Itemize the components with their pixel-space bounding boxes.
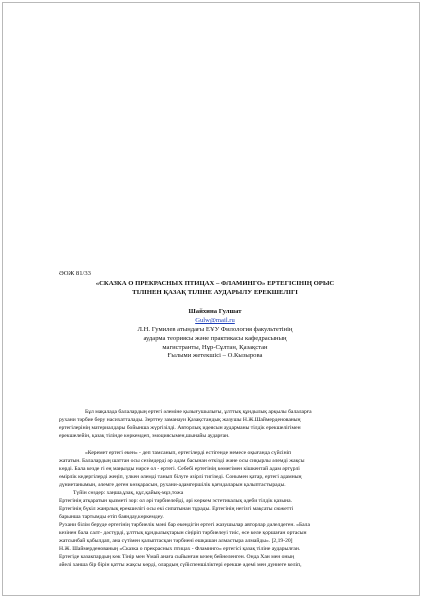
main-text-continued bbox=[59, 497, 371, 569]
text-line: Н.Ж. Шаймерденованың «Сказка о прекрасных птицах - Фламинго» ертегісі қазақ тіліне аударылған. bbox=[59, 546, 301, 552]
abstract-line: ертегілерінің материалдары бойынша жүргізілді. Авторлық идеясын аударманы тілдік ерекшелігімен bbox=[59, 425, 301, 431]
abstract-line: ерекшелейін, қазақ тілінде көркемдеп, эмоциясымен,шынайы аударған. bbox=[59, 433, 230, 439]
abstract-line: Бұл мақалада балалардың ертегі әлеміне қызығушылығы, ұлттық құндылық арқылы балаларға bbox=[85, 409, 312, 415]
article-title bbox=[65, 279, 365, 297]
affiliation-line: магистранты, Нұр-Сұлтан, Қазақстан bbox=[162, 343, 268, 351]
text-line: жататын. Балалардың шаттан осы сезімдерді әр адам басынан өткізді және осы сиқырлы әлемді жақсы bbox=[59, 458, 305, 464]
author-email-link[interactable]: Gulw@mail.ru bbox=[195, 317, 235, 324]
text-line: әйелі ханша бір бірін қатты жақсы көрді, олардың сүйіспеншіліктері ерекше әдемі мен дүниеге келіп, bbox=[59, 562, 302, 568]
affiliation-line: Л.Н. Гумилев атындағы ЕҰУ Филология факультетінің bbox=[137, 326, 293, 333]
text-line: дүниетанымын, әлемге деген көзқарасын, рухани-адамгершілік қағидаларын қалыптастырады. bbox=[59, 482, 286, 488]
text-line: өмірлік кедергілерді жеңіп, үлкен әлемді танып білуге әзірлі тигізеді. Сонымен қатар, ертегі адамның bbox=[59, 474, 302, 480]
article-title-line: ТІЛІНЕН ҚАЗАҚ ТІЛІНЕ АУДАРЫЛУ ЕРЕКШЕЛІГІ bbox=[132, 289, 298, 296]
text-line: Рухани білім беруде ертегінің тәрбиелік мәні бар екендігін ертегі жазушылар авторлар дәлелдеген. «Бала bbox=[59, 522, 310, 528]
keywords: Түйін сөздер: хаңша,ұзақ, құс,қайық-мұз,тожа bbox=[73, 490, 184, 496]
text-line: Ертегінің атқаратын қызметі зор: ол әрі тәрбиелейді, әрі көркем эстетикалық әдеби тілдік қазына. bbox=[59, 498, 292, 504]
supervisor-line: Ғылыми жетекшісі – О.Кызырова bbox=[167, 352, 263, 360]
text-line: «Керемет ертегі екен» - деп тамсанып, ертегілерді естігенде немесе оқығанда сүйсініп bbox=[85, 450, 292, 456]
affiliation-line: аударма теориясы және практикасы кафедрасының bbox=[143, 334, 287, 342]
text-line: көрді. Бала кезде гі ең маңызды нәрсе ол - ертегі. Себебі ертегінің көмегімен кішкентай адам әртүрлі bbox=[59, 466, 300, 472]
main-text bbox=[59, 449, 371, 489]
author-affiliation bbox=[63, 326, 367, 361]
abstract bbox=[59, 408, 371, 440]
text-line: Ертегіде казакпардың көк Тінір мен Ұмай анаға сыйынған кезең бейнеленген. Онда Хан мен оның bbox=[59, 554, 295, 560]
text-line: жатсынбай қабылдап, ана сүтімен қалыптасқан тәрбиені ешқашан алмастыра алмайды». [2,19-20] bbox=[59, 538, 293, 544]
abstract-line: рухани тәрбие беру насихатталады. Зерттеу заманауи Қазақстандық жазушы Н.Ж.Шаймерденованың bbox=[59, 417, 301, 423]
document-page bbox=[2, 2, 420, 596]
author-name: Шайхина Гулшат bbox=[188, 308, 242, 315]
text-line: кезінен бала салт- дәстүрді, ұлттық құндылықтарын сіңіріп тәрбиелеуі тиіс, өсе келе қоршаған ортасын bbox=[59, 530, 307, 536]
text-line: барынша тартымды етіп баяндау,көркемдеу. bbox=[59, 514, 164, 520]
article-title-line: «СКАЗКА О ПРЕКРАСНЫХ ПТИЦАХ – ФЛАМИНГО» ЕРТЕГІСІНІҢ ОРЫС bbox=[95, 280, 335, 287]
udk-code: ӘОЖ 81/33 bbox=[59, 270, 91, 277]
article-body bbox=[59, 408, 371, 569]
text-line: Ертегінің бүкіл жанрлық ерекшелігі осы екі сипатынан тұрады. Ертегінің негізгі мақсаты сюжетті bbox=[59, 506, 294, 512]
